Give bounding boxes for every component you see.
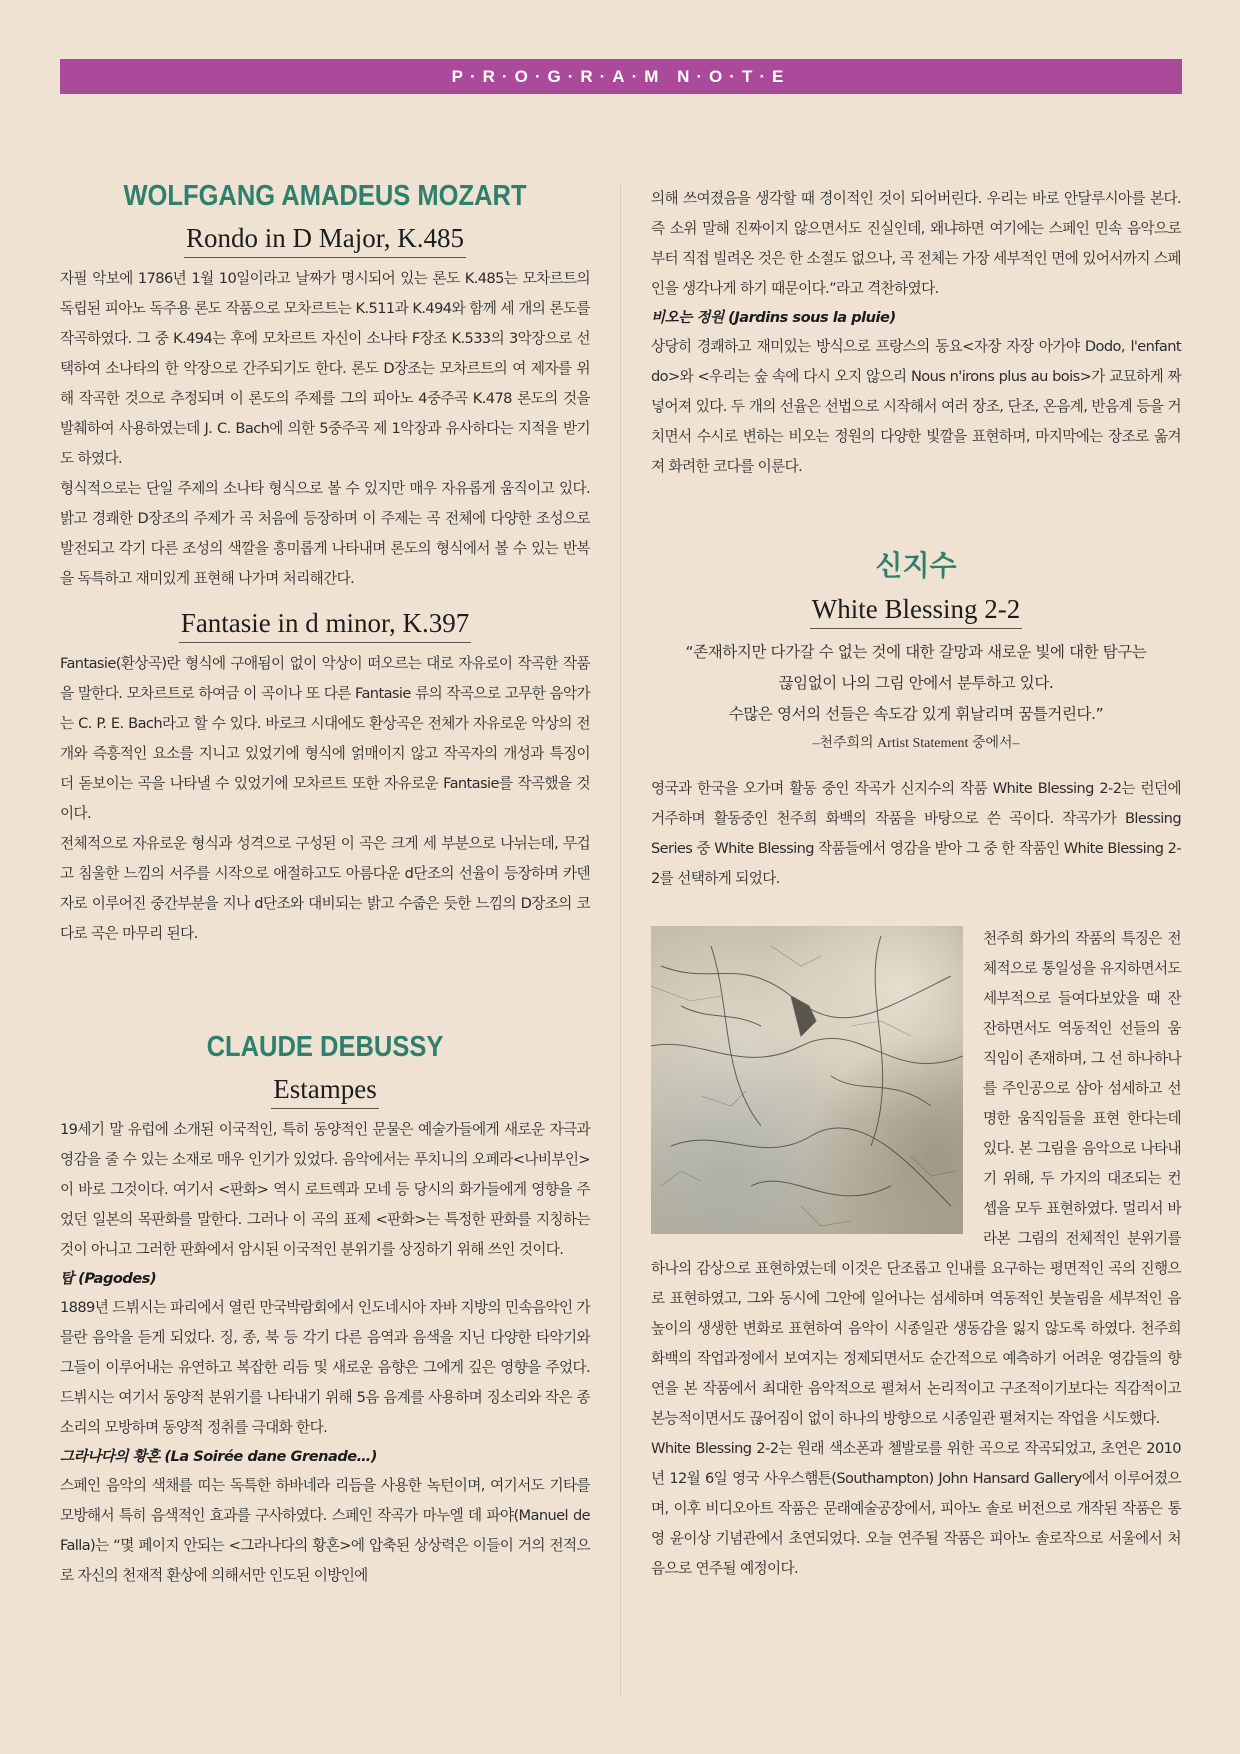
pagodes-paragraph: 1889년 드뷔시는 파리에서 열린 만국박람회에서 인도네시아 자바 지방의 민속음악인 가믈란 음악을 듣게 되었다. 징, 종, 북 등 각기 다른 음역과 음색을 지닌 다양한 타악기와 그들이 이루어내는 유연하고 복잡한 리듬 및 새로운 음향은 그에게 깊은 영향을 주었다. 드뷔시는 여기서 동양적 분위기를 나타내기 위해 5음 음계를 사용하며 징소리와 작은 종소리의 모방하며 동양적 정취를 극대화 한다. bbox=[60, 1299, 591, 1436]
artwork-image bbox=[651, 926, 963, 1234]
grenade-paragraph-continued: 의해 쓰여졌음을 생각할 때 경이적인 것이 되어버린다. 우리는 바로 안달루시아를 본다. 즉 소위 말해 진짜이지 않으면서도 진실인데, 왜냐하면 여기에는 스페인 민속 음악으로부터 직접 빌려온 것은 한 소절도 없으나, 곡 전체는 가장 세부적인 면에 있어서까지 스페인을 생각나게 하기 때문이다.”라고 격찬하였다. bbox=[651, 190, 1181, 297]
grenade-paragraph: 스페인 음악의 색채를 띠는 독특한 하바네라 리듬을 사용한 녹턴이며, 여기서도 기타를 모방해서 특히 음색적인 효과를 구사하였다. 스페인 작곡가 마누엘 데 파야(Manuel de Falla)는 “몇 페이지 안되는 <그라나다의 황혼>에 압축된 상상력은 이들이 거의 전적으로 자신의 천재적 환상에 의해서만 인도된 이방인에 bbox=[60, 1477, 590, 1584]
white-blessing-paragraph-2: 천주희 화가의 작품의 특징은 전체적으로 통일성을 유지하면서도 세부적으로 들여다보았을 때 잔잔하면서도 역동적인 선들의 움직임이 존재하며, 그 선 하나하나를 주인공으로 삼아 섬세하고 선명한 움직임들을 표현 한다는데 있다. 본 그림을 음악으로 나타내기 위해, 두 가지의 대조되는 컨셉을 모두 표현하였다. 멀리서 바라본 그림의 전체적인 분위기를 하나의 감상으로 표현하였는데 이것은 단조롭고 인내를 요구하는 평면적인 곡의 진행으로 표현하였고, 그와 동시에 그안에 일어나는 섬세하며 역동적인 붓놀림을 세부적인 음 높이의 생생한 변화로 표현하여 음악이 시종일관 생동감을 잃지 않도록 하였다. 천주희 화백의 작업과정에서 보여지는 정제되면서도 순간적으로 예측하기 어려운 영감들의 향연을 본 작품에서 최대한 음악적으로 펼쳐서 논리적이고 구조적이기보다는 직감적이고 본능적이면서도 끊어짐이 없이 하나의 방향으로 시종일관 펼쳐지는 작업을 시도했다. bbox=[651, 930, 1181, 1427]
fantasie-paragraph-1: Fantasie(환상곡)란 형식에 구애됨이 없이 악상이 떠오르는 대로 자유로이 작곡한 작품을 말한다. 모차르트로 하여금 이 곡이나 또 다른 Fantasie 류의 작곡으로 고무한 음악가는 C. P. E. Bach라고 할 수 있다. 바로크 시대에도 환상곡은 전체가 자유로운 악상의 전개와 즉흥적인 요소를 지니고 있었기에 형식에 얽매이지 않고 작곡자의 개성과 특징이 더 돋보이는 곡을 나타낼 수 있었기에 모차르트 또한 자유로운 Fantasie를 작곡했을 것이다. bbox=[60, 655, 590, 822]
artwork-block bbox=[651, 924, 1181, 1434]
work-title-fantasie: Fantasie in d minor, K.397 bbox=[60, 608, 590, 643]
white-blessing-paragraph-1: 영국과 한국을 오가며 활동 중인 작곡가 신지수의 작품 White Blessing 2-2는 런던에 거주하며 활동중인 천주희 화백의 작품을 바탕으로 쓴 곡이다. 작곡가가 Blessing Series 중 White Blessing 작품들에서 영감을 받아 그 중 한 작품인 White Blessing 2-2를 선택하게 되었다. bbox=[651, 780, 1181, 887]
work-title-white-blessing: White Blessing 2-2 bbox=[651, 594, 1181, 629]
work-title-estampes: Estampes bbox=[60, 1074, 590, 1109]
rondo-paragraph-1: 자필 악보에 1786년 1월 10일이라고 날짜가 명시되어 있는 론도 K.485는 모차르트의 독립된 피아노 독주용 론도 작품으로 모차르트는 K.511과 K.494와 함께 세 개의 론도를 작곡하였다. 그 중 K.494는 후에 모차르트 자신이 소나타 F장조 K.533의 3악장으로 선택하여 소나타의 한 악장으로 간주되기도 한다. 론도 D장조는 모차르트의 여 제자를 위해 작곡한 것으로 추정되며 이 론도의 주제를 그의 피아노 4중주곡 K.478 론도의 것을 발췌하여 사용하였는데 J. C. Bach에 의한 5중주곡 제 1악장과 유사하다는 지적을 받기도 하였다. bbox=[60, 270, 590, 467]
estampes-paragraph-1: 19세기 말 유럽에 소개된 이국적인, 특히 동양적인 문물은 예술가들에게 새로운 자극과 영감을 줄 수 있는 소재로 매우 인기가 있었다. 음악에서는 푸치니의 오페라<나비부인>이 바로 그것이다. 여기서 <판화> 역시 로트렉과 모네 등 당시의 화가들에게 영향을 주었던 일본의 목판화를 말한다. 그러나 이 곡의 표제 <판화>는 특정한 판화를 지칭하는 것이 아니고 그러한 판화에서 암시된 이국적인 분위기를 상징하기 위해 쓰인 것이다. bbox=[60, 1121, 590, 1258]
artist-quote: “존재하지만 다가갈 수 없는 것에 대한 갈망과 새로운 빛에 대한 탐구는 끊임없이 나의 그림 안에서 분투하고 있다. 수많은 영서의 선들은 속도감 있게 휘날리며 꿈틀거린다.” bbox=[685, 643, 1147, 723]
quote-source: –천주희의 Artist Statement 중에서– bbox=[812, 736, 1020, 751]
subheading-grenade: 그라나다의 황혼 (La Soirée dane Grenade…) bbox=[60, 1448, 377, 1465]
left-column bbox=[60, 180, 590, 1591]
program-note-banner: P·R·O·G·R·A·M N·O·T·E bbox=[60, 59, 1182, 94]
fantasie-paragraph-2: 전체적으로 자유로운 형식과 성격으로 구성된 이 곡은 크게 세 부분으로 나뉘는데, 무겁고 침울한 느낌의 서주를 시작으로 애절하고도 아름다운 d단조의 선율이 등장하며 카덴자로 이루어진 중간부분을 지나 d단조와 대비되는 밝고 수줍은 듯한 느낌의 D장조의 코다로 곡은 마무리 된다. bbox=[60, 835, 590, 942]
white-blessing-paragraph-3: White Blessing 2-2는 원래 색소폰과 첼발로를 위한 곡으로 작곡되었고, 초연은 2010년 12월 6일 영국 사우스햄튼(Southampton) John Hansard Gallery에서 이루어졌으며, 이후 비디오아트 작품은 문래예술공장에서, 피아노 솔로 버전으로 개작된 작품은 통영 윤이상 기념관에서 초연되었다. 오늘 연주될 작품은 피아노 솔로작으로 서울에서 처음으로 연주될 예정이다. bbox=[651, 1440, 1181, 1577]
composer-shin: 신지수 bbox=[875, 549, 957, 582]
rondo-paragraph-2: 형식적으로는 단일 주제의 소나타 형식으로 볼 수 있지만 매우 자유롭게 움직이고 있다. 밝고 경쾌한 D장조의 주제가 곡 처음에 등장하며 이 주제는 곡 전체에 다양한 조성으로 발전되고 각기 다른 조성의 색깔을 흥미롭게 나타내며 론도의 형식에서 볼 수 있는 반복을 독특하고 재미있게 표현해 나가며 처리해간다. bbox=[60, 480, 590, 587]
composer-debussy: CLAUDE DEBUSSY bbox=[206, 1031, 444, 1063]
jardins-paragraph: 상당히 경쾌하고 재미있는 방식으로 프랑스의 동요<자장 자장 아가야 Dodo, l'enfant do>와 <우리는 숲 속에 다시 오지 않으리 Nous n'irons plus au bois>가 교묘하게 짜 넣어져 있다. 두 개의 선율은 선법으로 시작해서 여러 장조, 단조, 온음계, 반음계 등을 거치면서 수시로 변하는 비오는 정원의 다양한 빛깔을 표현하며, 마지막에는 장조로 옮겨져 화려한 코다를 이룬다. bbox=[651, 338, 1181, 475]
composer-mozart: WOLFGANG AMADEUS MOZART bbox=[123, 180, 527, 212]
column-divider bbox=[620, 185, 621, 1695]
right-column bbox=[651, 184, 1181, 1584]
subheading-pagodes: 탑 (Pagodes) bbox=[60, 1270, 157, 1287]
work-title-rondo: Rondo in D Major, K.485 bbox=[60, 223, 590, 258]
subheading-jardins: 비오는 정원 (Jardins sous la pluie) bbox=[651, 309, 896, 326]
